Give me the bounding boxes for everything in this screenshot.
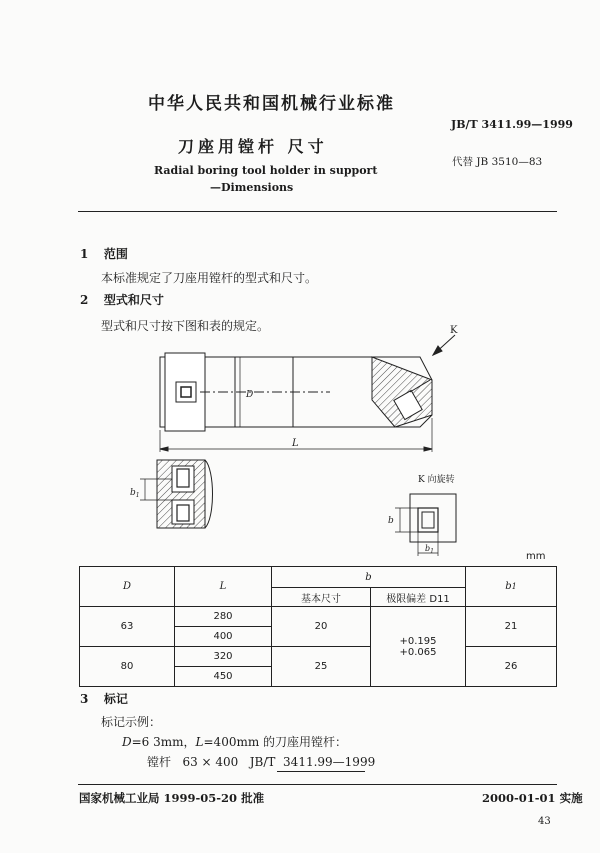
label-k-view: K 向旋转 [418, 475, 455, 485]
document-title: 刀座用镗杆 尺寸 [178, 137, 328, 156]
tolerance-lower: +0.065 [399, 646, 437, 658]
english-title-line-2: —Dimensions [210, 181, 294, 194]
label-l: L [292, 438, 299, 449]
bar-main-view [160, 353, 432, 431]
section-title: 范围 [103, 247, 128, 261]
header-divider [78, 211, 557, 212]
section-title: 型式和尺寸 [103, 293, 164, 307]
standard-category-title: 中华人民共和国机械行业标准 [148, 94, 395, 114]
header-l: L [175, 567, 272, 607]
cell-l: 450 [175, 667, 272, 687]
tolerance-upper: +0.195 [399, 635, 437, 647]
label-d: D [246, 390, 254, 400]
dimensions-table [79, 566, 557, 687]
cell-d: 80 [80, 647, 175, 687]
section-number: 3 [80, 692, 89, 706]
cell-l: 320 [175, 647, 272, 667]
cell-tolerance [371, 607, 466, 687]
section-title: 标记 [103, 692, 128, 706]
section-3-text: 标记示例： [101, 715, 162, 729]
section-3-heading [80, 690, 128, 707]
section-1-text: 本标准规定了刀座用镗杆的型式和尺寸。 [101, 271, 318, 285]
page-number: 43 [538, 816, 551, 827]
header-d: D [80, 567, 175, 607]
standard-number: JB/T 3411.99—1999 [451, 118, 573, 131]
marking-underline [277, 771, 365, 772]
section-1-heading [80, 245, 128, 262]
cell-l: 400 [175, 627, 272, 647]
header-b-tolerance: 极限偏差 D11 [371, 588, 466, 607]
cell-b: 25 [272, 647, 371, 687]
label-b: b [388, 516, 394, 526]
approval-note: 国家机械工业局 1999-05-20 批准 [79, 791, 265, 805]
label-b1: $b_1$ [130, 488, 140, 499]
section-number: 1 [80, 247, 89, 261]
replaces-note: 代替 JB 3510—83 [452, 156, 543, 168]
cell-b1: 21 [466, 607, 557, 647]
header-b-basic: 基本尺寸 [272, 588, 371, 607]
section-2-heading [80, 291, 164, 308]
effective-date: 2000-01-01 实施 [482, 791, 583, 805]
cell-b: 20 [272, 607, 371, 647]
section-2-text: 型式和尺寸按下图和表的规定。 [101, 319, 270, 333]
section-number: 2 [80, 293, 89, 307]
english-title-line-1: Radial boring tool holder in support [154, 164, 378, 177]
header-b: b [272, 567, 466, 588]
boring-bar-drawing [0, 320, 600, 565]
cell-b1: 26 [466, 647, 557, 687]
footer-divider [78, 784, 557, 785]
marking-example-condition: D=6 3mm，L=400mm 的刀座用镗杆： [122, 735, 348, 749]
marking-designation: 镗杆 63 × 400 JB/T 3411.99—1999 [147, 755, 376, 769]
header-b1: b1 [466, 567, 557, 607]
cell-d: 63 [80, 607, 175, 647]
unit-label: mm [526, 551, 546, 562]
label-b1-k-view: $b_1$ [425, 544, 434, 555]
section-view [140, 460, 213, 528]
view-k-arrow [433, 335, 455, 355]
cell-l: 280 [175, 607, 272, 627]
label-k: K [450, 325, 458, 336]
